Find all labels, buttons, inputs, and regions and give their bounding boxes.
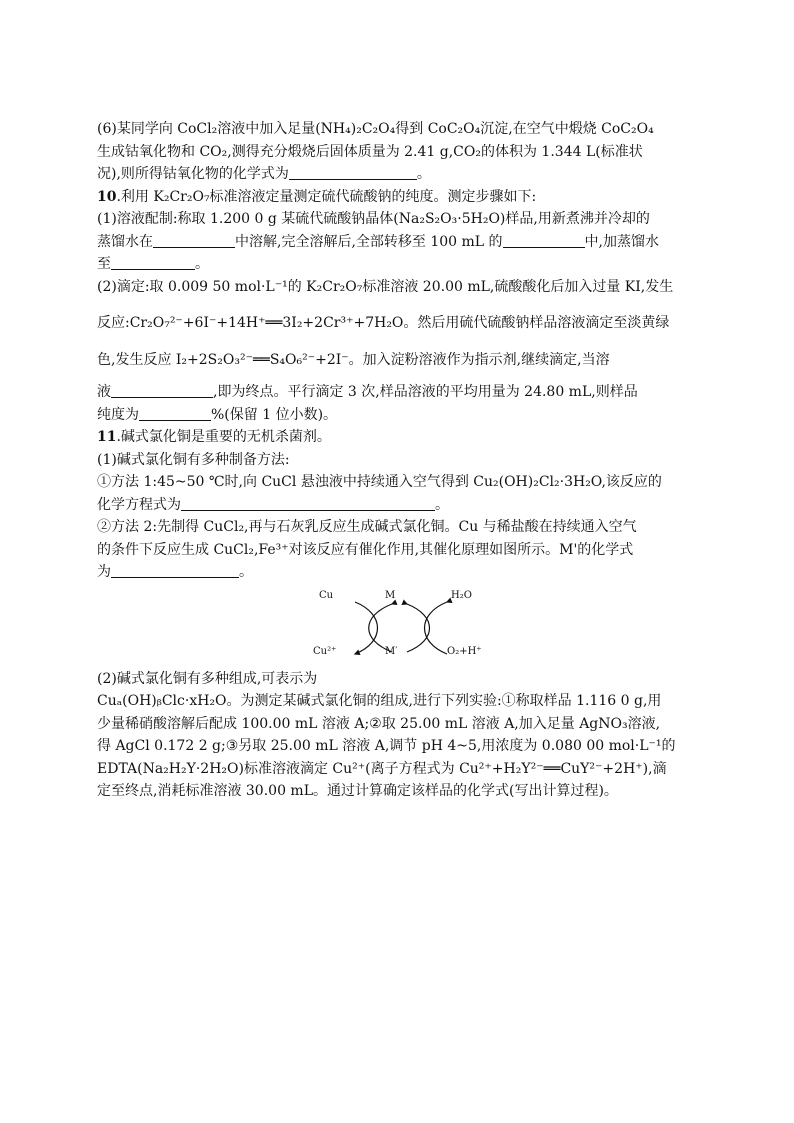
q11-m2-text-a: 为 — [97, 564, 111, 580]
label-o2-hplus: O₂+H⁺ — [447, 645, 482, 657]
q10-title-text: .利用 K₂Cr₂O₇标准溶液定量测定硫代硫酸钠的纯度。测定步骤如下: — [116, 188, 537, 205]
q11-method1-line-2 — [97, 494, 697, 517]
q10-1-text-e: 。 — [195, 256, 209, 272]
q10-2-line-1: (2)滴定:取 0.009 50 mol·L⁻¹的 K₂Cr₂O₇标准溶液 20.00 mL,硫酸酸化后加入过量 KI,发生 — [97, 278, 674, 295]
q10-2-line-2: 反应:Cr₂O₇²⁻+6I⁻+14H⁺══3I₂+2Cr³⁺+7H₂O。然后用硫代硫酸钠样品溶液滴定至淡黄绿 — [97, 315, 670, 331]
q9-6-line-1: (6)某同学向 CoCl₂溶液中加入足量(NH₄)₂C₂O₄得到 CoC₂O₄沉淀,在空气中煅烧 CoC₂O₄ — [97, 121, 654, 137]
label-m: M — [385, 589, 396, 601]
q9-6-line-2: 生成钴氧化物和 CO₂,测得充分煅烧后固体质量为 2.41 g,CO₂的体积为 1.344 L(标准状 — [97, 143, 643, 160]
q10-2-line-5 — [97, 404, 697, 427]
answer-blank-cobalt-oxide[interactable] — [289, 163, 417, 180]
right-curve-arrow — [425, 602, 448, 654]
q10-number: 10 — [97, 188, 117, 205]
label-cu: Cu — [319, 589, 334, 601]
q11-2-line-5: EDTA(Na₂H₂Y·2H₂O)标准溶液滴定 Cu²⁺(离子方程式为 Cu²⁺+H₂Y²⁻══CuY²⁻+2H⁺),滴 — [97, 760, 667, 777]
q11-2-line-1: (2)碱式氯化铜有多种组成,可表示为 — [97, 670, 318, 687]
q10-1-text-b: 中溶解,完全溶解后,全部转移至 100 mL 的 — [235, 233, 503, 250]
q11-2-line-2: Cuₐ(OH)ᵦClc·xH₂O。为测定某碱式氯化铜的组成,进行下列实验:①称取样品 1.116 0 g,用 — [97, 693, 662, 709]
q11-1-intro: (1)碱式氯化铜有多种制备方法: — [97, 451, 290, 468]
q10-2-text-d: %(保留 1 位小数)。 — [211, 406, 338, 423]
q10-1-line-3 — [97, 253, 697, 276]
q10-2-text-a: 液 — [97, 384, 111, 400]
q9-6-text-a: 况),则所得钴氧化物的化学式为 — [97, 166, 289, 182]
q11-method2-line-3 — [97, 561, 697, 584]
answer-blank-dissolve-vessel[interactable] — [153, 231, 235, 248]
q9-6-line-3 — [97, 163, 697, 186]
q10-1-text-c: 中,加蒸馏水 — [584, 233, 659, 250]
q10-2-text-b: ,即为终点。平行滴定 3 次,样品溶液的平均用量为 24.80 mL,则样品 — [213, 384, 638, 400]
q11-m1-text-a: 化学方程式为 — [97, 496, 181, 513]
q11-title-text: .碱式氯化铜是重要的无机杀菌剂。 — [116, 429, 331, 445]
q11-2-line-3: 少量稀硝酸溶解后配成 100.00 mL 溶液 A;②取 25.00 mL 溶液 A,加入足量 AgNO₃溶液, — [97, 715, 661, 732]
q10-2-line-4 — [97, 381, 697, 404]
answer-blank-endpoint[interactable] — [111, 381, 213, 398]
q11-m2-text-b: 。 — [239, 564, 253, 580]
q11-method1-line-1: ①方法 1:45~50 ℃时,向 CuCl 悬浊液中持续通入空气得到 Cu₂(OH)₂Cl₂·3H₂O,该反应的 — [97, 474, 662, 490]
q11-method2-line-2: 的条件下反应生成 CuCl₂,Fe³⁺对该反应有催化作用,其催化原理如图所示。M'的化学式 — [97, 541, 634, 558]
q10-1-line-2 — [97, 231, 697, 254]
label-cu2plus: Cu²⁺ — [313, 645, 337, 657]
q10-title — [97, 186, 697, 209]
q11-2-line-4: 得 AgCl 0.172 2 g;③另取 25.00 mL 溶液 A,调节 pH 4~5,用浓度为 0.080 00 mol·L⁻¹的 — [97, 738, 676, 754]
right-inner-curve-arrow — [407, 604, 430, 652]
q10-2-line-3: 色,发生反应 I₂+2S₂O₃²⁻══S₄O₆²⁻+2I⁻。加入淀粉溶液作为指示剂,继续滴定,当溶 — [97, 351, 610, 368]
q11-m1-text-b: 。 — [435, 496, 449, 513]
label-h2o: H₂O — [451, 589, 472, 601]
left-inner-curve-arrow — [369, 604, 392, 652]
left-curve-arrow — [355, 602, 378, 654]
catalysis-diagram — [97, 588, 697, 666]
q10-1-text-d: 至 — [97, 256, 111, 272]
answer-blank-equation[interactable] — [181, 494, 435, 511]
worksheet-page — [97, 118, 697, 803]
q11-2-line-6: 定至终点,消耗标准溶液 30.00 mL。通过计算确定该样品的化学式(写出计算过程)。 — [97, 783, 618, 799]
q11-title — [97, 426, 697, 449]
answer-blank-flask[interactable] — [503, 231, 585, 248]
q11-number: 11 — [97, 429, 117, 445]
label-m-prime: M′ — [385, 645, 398, 657]
answer-blank-m-prime[interactable] — [111, 561, 239, 578]
q9-6-text-b: 。 — [416, 166, 431, 182]
q10-1-line-1: (1)溶液配制:称取 1.200 0 g 某硫代硫酸钠晶体(Na₂S₂O₃·5H₂O)样品,用新煮沸并冷却的 — [97, 211, 650, 227]
answer-blank-fill-to[interactable] — [111, 253, 195, 270]
q10-2-text-c: 纯度为 — [97, 406, 139, 423]
q10-1-text-a: 蒸馏水在 — [97, 233, 153, 250]
answer-blank-purity[interactable] — [139, 404, 211, 421]
q11-method2-line-1: ②方法 2:先制得 CuCl₂,再与石灰乳反应生成碱式氯化铜。Cu 与稀盐酸在持续通入空气 — [97, 519, 637, 535]
